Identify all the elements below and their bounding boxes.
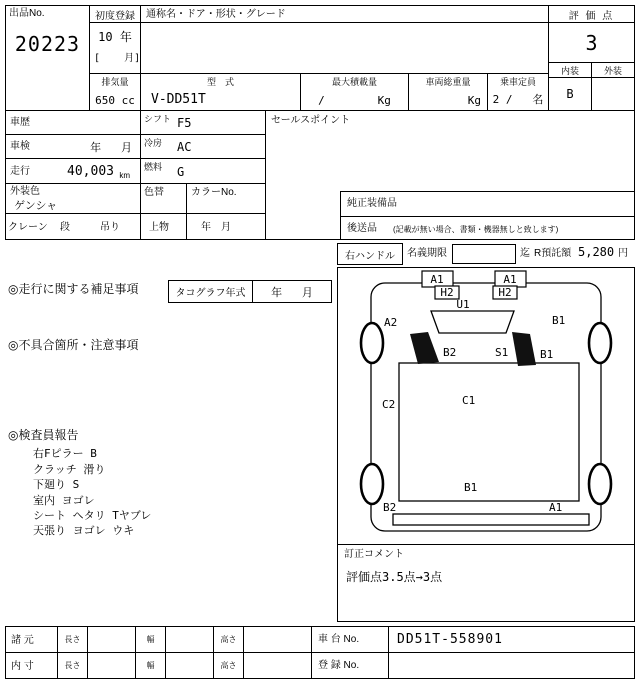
inspection-label: 車検 <box>10 141 30 152</box>
crane-tsuri-label: 吊り <box>100 222 120 233</box>
later-items-note: (記載が無い場合、書類・機器無しと致します) <box>393 225 559 234</box>
chassis-label-cell <box>311 626 389 653</box>
tachograph-label-cell: タコグラフ年式 <box>168 280 253 303</box>
sales-point-label: セールスポイント <box>271 115 351 126</box>
rear-right-wheel <box>589 464 611 504</box>
correction-label: 訂正コメント <box>344 549 404 560</box>
inspection-row <box>5 134 141 159</box>
first-reg-cell <box>89 22 141 74</box>
later-items-cell <box>340 216 635 240</box>
inspector-report-line-1: 右Fピラー B <box>33 447 97 460</box>
crane-label: クレーン <box>8 222 48 233</box>
diagram-label-b1-bed: B1 <box>464 481 478 494</box>
ext-color-label: 外装色 <box>10 186 40 197</box>
registration-label: 登 録 No. <box>318 660 360 671</box>
diagram-label-b1-mid-right: B1 <box>540 348 554 361</box>
diagram-label-c2: C2 <box>382 398 396 411</box>
genuine-equipment-cell <box>340 191 635 217</box>
gross-weight-cell <box>408 73 488 111</box>
height-label-2: 高さ <box>213 652 244 679</box>
capacity-value: 2 / 名 <box>492 93 544 106</box>
color-no-label: カラーNo. <box>191 187 237 198</box>
later-items-label: 後送品 <box>347 223 377 234</box>
chassis-label: 車 台 No. <box>318 634 360 645</box>
score-value: 3 <box>548 22 635 63</box>
deadline-until-label: 迄 <box>520 248 530 259</box>
mileage-value: 40,003 <box>67 164 114 179</box>
truck-body-outline <box>371 283 601 531</box>
diagram-label-s1: S1 <box>495 346 509 359</box>
front-left-wheel <box>361 323 383 363</box>
ac-cell <box>140 134 266 159</box>
truck-bed-outline <box>399 363 579 501</box>
capacity-label: 乗車定員 <box>499 77 536 87</box>
displacement-label: 排気量 <box>101 77 129 87</box>
exterior-header: 外装 <box>591 62 635 78</box>
diagram-label-b2-cab: B2 <box>443 346 457 359</box>
windshield-shape <box>431 311 514 333</box>
registration-label-cell <box>311 652 389 679</box>
exhibit-no-label: 出品No. <box>9 8 45 19</box>
height-label-1: 高さ <box>213 626 244 653</box>
mileage-unit: km <box>119 171 130 180</box>
score-header: 評 価 点 <box>548 5 635 23</box>
ac-label: 冷房 <box>144 138 163 148</box>
correction-value: 評価点3.5点→3点 <box>346 570 443 584</box>
front-right-wheel <box>589 323 611 363</box>
diagram-label-h2-left: H2 <box>440 286 454 299</box>
diagram-label-a1-bottom: A1 <box>549 501 563 514</box>
rear-left-wheel <box>361 464 383 504</box>
right-door-shade <box>512 332 536 366</box>
exterior-grade <box>591 77 635 111</box>
first-reg-year: 10 年 <box>98 30 132 44</box>
uwamono-cell <box>140 213 187 240</box>
fuel-value: G <box>177 165 185 179</box>
interior-header: 内装 <box>548 62 592 78</box>
fuel-label: 燃料 <box>144 162 163 172</box>
deadline-box <box>452 244 516 264</box>
width-value-1 <box>165 626 214 653</box>
first-reg-month: [ 月] <box>94 53 141 64</box>
height-value-2 <box>243 652 312 679</box>
uwamono-date-cell <box>186 213 266 240</box>
spec-row-label: 諸 元 <box>11 635 34 646</box>
truck-top-view-diagram <box>338 268 634 544</box>
inspector-report-line-3: 下廻り S <box>33 478 80 491</box>
rear-bumper <box>393 514 589 525</box>
displacement-value: 650 cc <box>95 94 135 107</box>
mileage-notes-title: ◎走行に関する補足事項 <box>8 282 139 296</box>
ext-color-value: ゲンシャ <box>14 199 58 212</box>
left-door-shade <box>410 332 439 364</box>
diagram-label-u1: U1 <box>456 298 470 311</box>
max-load-value: / Kg <box>318 94 391 107</box>
inspector-report-line-4: 室内 ヨゴレ <box>33 494 95 507</box>
spec-row-label-cell <box>5 626 58 653</box>
ext-color-row <box>5 183 141 214</box>
diagram-label-a1-top-right: A1 <box>503 273 517 286</box>
diagram-cell <box>337 267 635 545</box>
diagram-label-a1-top-left: A1 <box>430 273 444 286</box>
inspector-report-line-5: シート ヘタリ Tヤブレ <box>33 509 152 522</box>
correction-cell <box>337 544 635 622</box>
inspection-value: 年 月 <box>90 141 132 154</box>
width-label-2: 幅 <box>135 652 166 679</box>
genuine-equipment-label: 純正装備品 <box>347 198 397 209</box>
crane-row <box>5 213 141 240</box>
color-no-cell <box>186 183 266 214</box>
interior-grade: B <box>548 77 592 111</box>
model-value: V-DD51T <box>151 92 206 107</box>
vehicle-name-cell <box>140 22 549 74</box>
history-row <box>5 110 141 135</box>
diagram-label-h2-right: H2 <box>498 286 512 299</box>
model-label: 型 式 <box>206 77 234 87</box>
tachograph-value-cell: 年 月 <box>252 280 332 303</box>
inspector-title: ◎検査員報告 <box>8 428 79 442</box>
diagram-label-c1: C1 <box>462 394 476 407</box>
width-label-1: 幅 <box>135 626 166 653</box>
shift-label: シフト <box>144 114 172 124</box>
name-header-cell <box>140 5 549 23</box>
height-value-1 <box>243 626 312 653</box>
length-label-2: 長さ <box>57 652 88 679</box>
length-label-1: 長さ <box>57 626 88 653</box>
displacement-cell <box>89 73 141 111</box>
registration-value-cell <box>388 652 635 679</box>
inner-row-label-cell <box>5 652 58 679</box>
length-value-2 <box>87 652 136 679</box>
inspector-report-line-6: 天張り ヨゴレ ウキ <box>33 524 135 537</box>
fuel-cell <box>140 158 266 184</box>
color-change-cell <box>140 183 187 214</box>
deposit-value: 5,280 <box>578 245 615 259</box>
inspector-report-line-2: クラッチ 滑り <box>33 463 106 476</box>
chassis-value: DD51T-558901 <box>397 632 503 647</box>
mileage-label: 走行 <box>10 166 30 177</box>
deposit-unit: 円 <box>618 248 628 259</box>
exhibit-no-cell <box>5 5 90 111</box>
capacity-cell <box>487 73 549 111</box>
deadline-label: 名義期限 <box>407 248 447 259</box>
model-cell <box>140 73 301 111</box>
length-value-1 <box>87 626 136 653</box>
handle-cell: 右ハンドル <box>337 243 403 265</box>
shift-value: F5 <box>177 116 192 130</box>
crane-dan-label: 段 <box>60 222 70 233</box>
gross-weight-label: 車両総重量 <box>425 77 471 87</box>
diagram-label-b2-bottom: B2 <box>383 501 397 514</box>
max-load-cell <box>300 73 409 111</box>
ac-value: AC <box>177 140 192 154</box>
gross-weight-value: Kg <box>467 94 481 107</box>
deposit-label: R預託額 <box>534 248 572 259</box>
mileage-row <box>5 158 141 184</box>
uwamono-label: 上物 <box>149 222 169 233</box>
max-load-label: 最大積載量 <box>331 77 377 87</box>
uwamono-date-value: 年 月 <box>201 222 231 233</box>
first-reg-header: 初度登録 <box>89 5 141 23</box>
history-label: 車歴 <box>10 117 30 128</box>
inner-row-label: 内 寸 <box>11 661 34 672</box>
shift-cell <box>140 110 266 135</box>
chassis-value-cell <box>388 626 635 653</box>
color-change-label: 色替 <box>144 187 164 198</box>
defects-title: ◎不具合箇所・注意事項 <box>8 338 139 352</box>
exhibit-no-value: 20223 <box>14 32 81 56</box>
name-header-label: 通称名・ドア・形状・グレード <box>146 9 286 20</box>
diagram-label-b1-upper-right: B1 <box>552 314 566 327</box>
width-value-2 <box>165 652 214 679</box>
diagram-label-a2: A2 <box>384 316 398 329</box>
